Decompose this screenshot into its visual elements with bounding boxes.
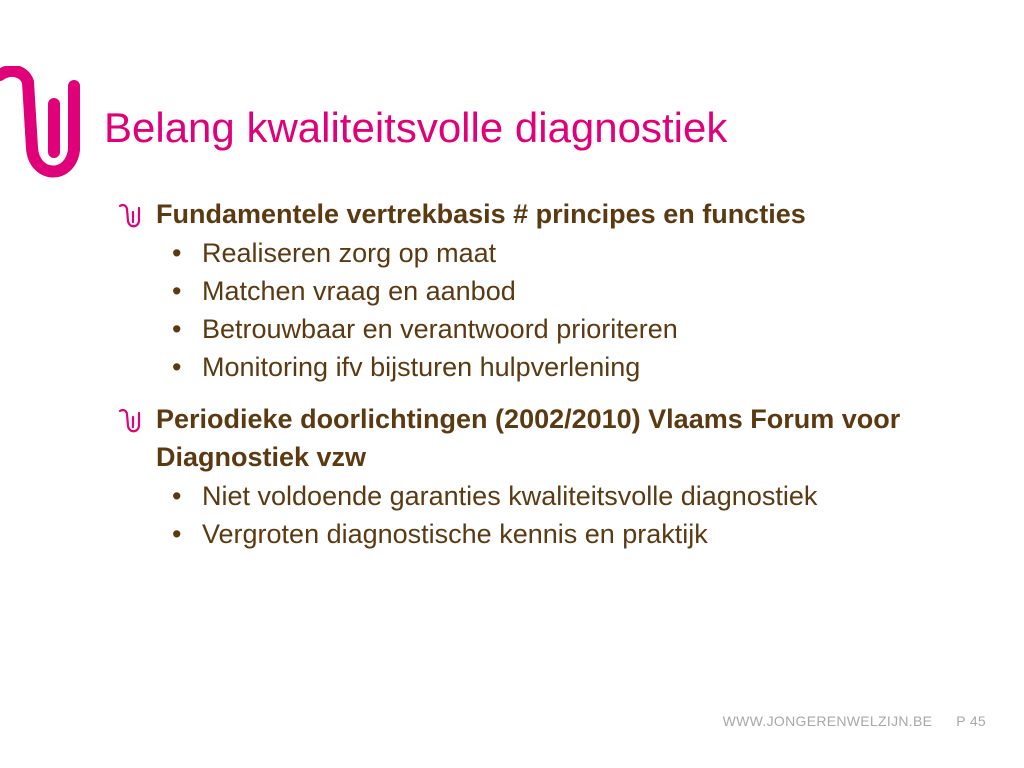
section-audits [118, 400, 918, 553]
list-item [156, 272, 918, 310]
list-item [156, 310, 918, 348]
list-item [156, 348, 918, 386]
list-item-text: Monitoring ifv bijsturen hulpverlening [202, 352, 641, 382]
section-heading: Periodieke doorlichtingen (2002/2010) Vlaams Forum voor Diagnostiek vzw [156, 404, 901, 472]
bullet-icon: • [172, 238, 182, 268]
footer-website: WWW.JONGERENWELZIJN.BE [722, 713, 933, 729]
list-item-text: Vergroten diagnostische kennis en praktijk [202, 519, 708, 549]
list-item-text: Realiseren zorg op maat [202, 238, 497, 268]
list-item [156, 234, 918, 272]
jongerenwelzijn-logo-icon [0, 66, 92, 178]
bullet-icon: • [172, 314, 182, 344]
list-item-text: Niet voldoende garanties kwaliteitsvolle diagnostiek [202, 481, 818, 511]
sub-list [156, 234, 918, 386]
list-item [156, 515, 918, 553]
list-item-text: Matchen vraag en aanbod [202, 276, 516, 306]
slide-content [118, 195, 918, 567]
slide-title: Belang kwaliteitsvolle diagnostiek [104, 104, 728, 151]
page-number: P 45 [956, 713, 986, 729]
bullet-icon: • [172, 352, 182, 382]
list-item-text: Betrouwbaar en verantwoord prioriteren [202, 314, 678, 344]
list-item [156, 477, 918, 515]
bullet-icon: • [172, 481, 182, 511]
jongerenwelzijn-bullet-icon [118, 408, 144, 434]
jongerenwelzijn-bullet-icon [118, 203, 144, 229]
section-heading: Fundamentele vertrekbasis # principes en functies [156, 199, 806, 229]
section-principles [118, 195, 918, 386]
bullet-icon: • [172, 519, 182, 549]
sub-list [156, 477, 918, 553]
footer [723, 712, 986, 730]
bullet-icon: • [172, 276, 182, 306]
